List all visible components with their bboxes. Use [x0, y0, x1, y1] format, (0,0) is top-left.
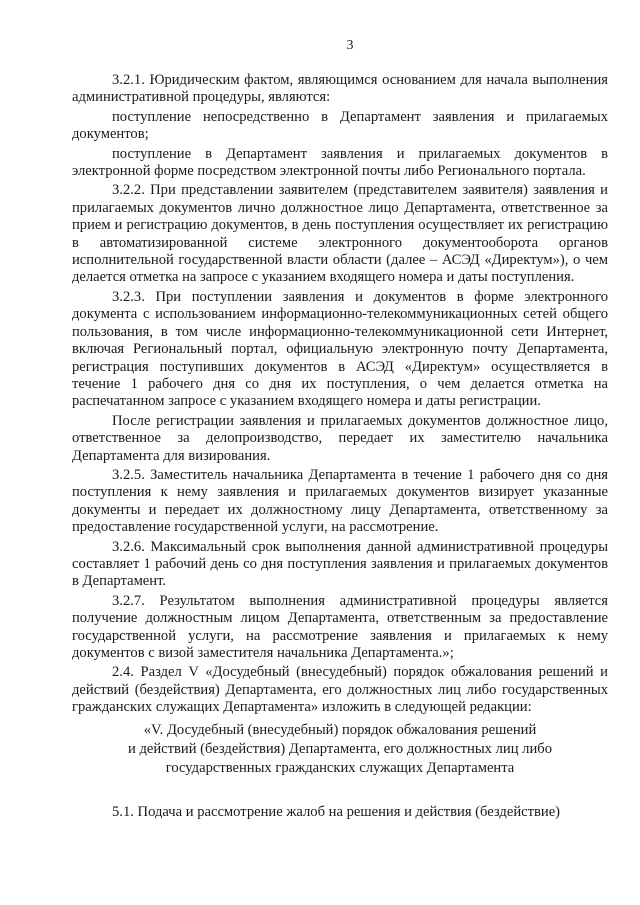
paragraph-3-2-6: 3.2.6. Максимальный срок выполнения данной административной процедуры составляет 1 рабочий день со дня поступления заявления и прилагаемых документов в Департамент. [72, 538, 608, 590]
section-heading-line-2: и действий (бездействия) Департамента, его должностных лиц либо [127, 740, 552, 757]
paragraph-after-registration: После регистрации заявления и прилагаемых документов должностное лицо, ответственное за делопроизводство, передает их заместителю начальника Департамента для визирования. [72, 412, 608, 464]
paragraph-3-2-3: 3.2.3. При поступлении заявления и документов в форме электронного документа с использованием информационно-телекоммуникационных сетей общего пользования, в том числе информационно-телекоммуникационной сети Интернет, включая Региональный портал, официальную электронную почту Департамента, регистрация поступивших документов в АСЭД «Директум» осуществляется в течение 1 рабочего дня со дня их поступления, о чем делается отметка на распечатанном запросе с указанием входящего номера и даты регистрации. [72, 288, 608, 410]
paragraph-direct-submission: поступление непосредственно в Департамент заявления и прилагаемых документов; [72, 108, 608, 143]
paragraph-5-1: 5.1. Подача и рассмотрение жалоб на решения и действия (бездействие) [112, 803, 561, 820]
paragraph-3-2-7: 3.2.7. Результатом выполнения административной процедуры является получение должностным лицом Департамента, ответственным за предоставление государственной услуги, на рассмотрение заявления и прилагаемых к нему документов с визой заместителя начальника Департамента.»; [72, 592, 608, 661]
section-heading-line-3: государственных гражданских служащих Департамента [165, 759, 515, 776]
paragraph-3-2-1: 3.2.1. Юридическим фактом, являющимся основанием для начала выполнения административной процедуры, являются: [72, 72, 608, 106]
spacer [72, 778, 608, 804]
paragraph-3-2-5: 3.2.5. Заместитель начальника Департамента в течение 1 рабочего дня со дня поступления к нему заявления и прилагаемых документов визирует указанные документы и передает их должностному лицу Департамента, ответственному за предоставление государственной услуги, на рассмотрение. [72, 466, 608, 536]
paragraph-2-4: 2.4. Раздел V «Досудебный (внесудебный) порядок обжалования решений и действий (бездействия) Департамента, его должностных лиц либо государственных гражданских служащих Департамента» изложить в следующей редакции: [72, 664, 608, 716]
section-v-heading [72, 721, 608, 778]
paragraph-electronic-submission: поступление в Департамент заявления и прилагаемых документов в электронной форме посредством электронной почты либо Регионального портала. [72, 145, 608, 180]
paragraph-3-2-2: 3.2.2. При представлении заявителем (представителем заявителя) заявления и прилагаемых документов лично должностное лицо Департамента, ответственное за прием и регистрацию документов, в день поступления осуществляет их регистрацию в автоматизированной системе электронного документооборота органов исполнительной государственной власти области (далее – АСЭД «Директум»), о чем делается отметка на запросе с указанием входящего номера и даты поступления. [72, 182, 608, 286]
section-heading-line-1: «V. Досудебный (внесудебный) порядок обжалования решений [143, 721, 537, 738]
page-number: 3 [346, 38, 354, 53]
